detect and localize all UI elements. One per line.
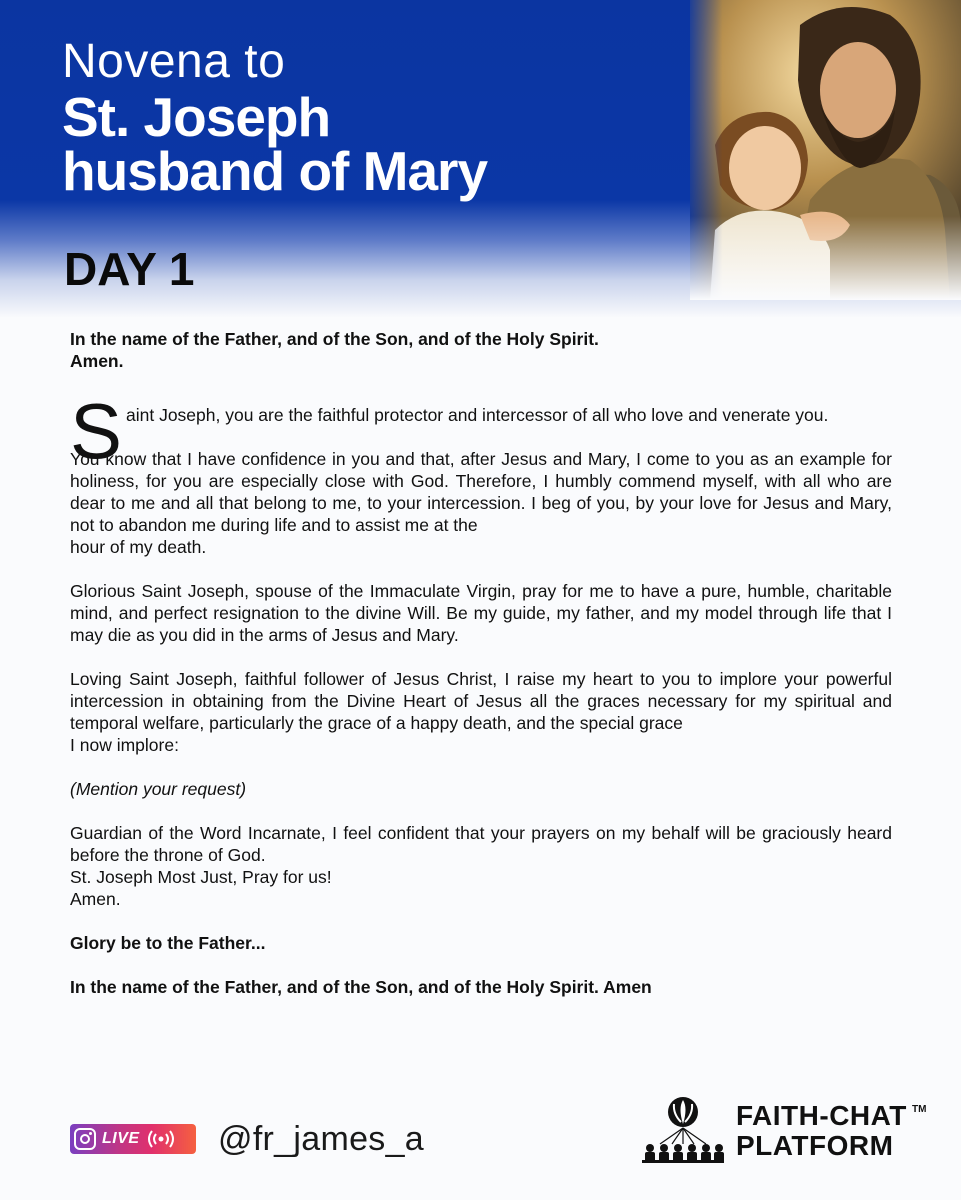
st-joseph-portrait (690, 0, 961, 300)
instagram-icon (74, 1128, 96, 1150)
title-line-2: St. Joseph (62, 86, 331, 148)
loving-paragraph: Loving Saint Joseph, faithful follower of Jesus Christ, I raise my heart to you to implore your powerful intercession in obtaining from the Divine Heart of Jesus all the graces necessary for my spiritual and temporal welfare, particularly the grace of a happy death, and the special grace (70, 669, 892, 733)
confidence-paragraph: You know that I have confidence in you and that, after Jesus and Mary, I come to you as an example for holiness, for you are especially close with God. Therefore, I humbly commend myself, with all who are dear to me and all that belong to me, to your intercession. I beg of you, by your love for Jesus and Mary, not to abandon me during life and to assist me at the (70, 449, 892, 535)
guardian-paragraph: Guardian of the Word Incarnate, I feel confident that your prayers on my behalf will be graciously heard before the throne of God. (70, 823, 892, 865)
trademark-mark: TM (912, 1104, 927, 1115)
opening-line: In the name of the Father, and of the Son, and of the Holy Spirit. (70, 329, 599, 349)
opening-prayer (70, 328, 892, 372)
brand-name-line-2: PLATFORM (736, 1130, 894, 1161)
saint-joseph-text: aint Joseph, you are the faithful protector and intercessor of all who love and venerate you. (126, 405, 829, 425)
confidence-end: hour of my death. (70, 537, 207, 557)
glorious-paragraph: Glorious Saint Joseph, spouse of the Immaculate Virgin, pray for me to have a pure, humble, charitable mind, and perfect resignation to the divine Will. Be my guide, my father, and my model through life that I may die as you did in the arms of Jesus and Mary. (70, 581, 892, 645)
social-handle[interactable]: @fr_james_a (218, 1119, 425, 1158)
faith-chat-logo-icon (640, 1092, 726, 1168)
opening-amen: Amen. (70, 351, 124, 371)
social-footer (70, 1120, 424, 1158)
prayer-body (70, 328, 892, 998)
closing-sign-of-cross: In the name of the Father, and of the Son, and of the Holy Spirit. Amen (70, 977, 652, 997)
brand-name-line-1: FAITH-CHAT (736, 1100, 907, 1131)
title-line-1: Novena to (62, 35, 286, 88)
day-label: DAY 1 (64, 243, 195, 295)
drop-cap: S (70, 387, 123, 475)
live-label: LIVE (102, 1130, 140, 1147)
closing-amen: Amen. (70, 889, 121, 909)
loving-end: I now implore: (70, 735, 179, 755)
instagram-live-badge[interactable] (70, 1124, 196, 1154)
request-note: (Mention your request) (70, 779, 247, 799)
glory-be: Glory be to the Father... (70, 933, 266, 953)
faith-chat-brand (640, 1092, 940, 1172)
broadcast-icon (146, 1129, 176, 1149)
title-line-3: husband of Mary (62, 140, 488, 202)
saint-joseph-paragraph (70, 387, 892, 475)
most-just-line: St. Joseph Most Just, Pray for us! (70, 867, 332, 887)
